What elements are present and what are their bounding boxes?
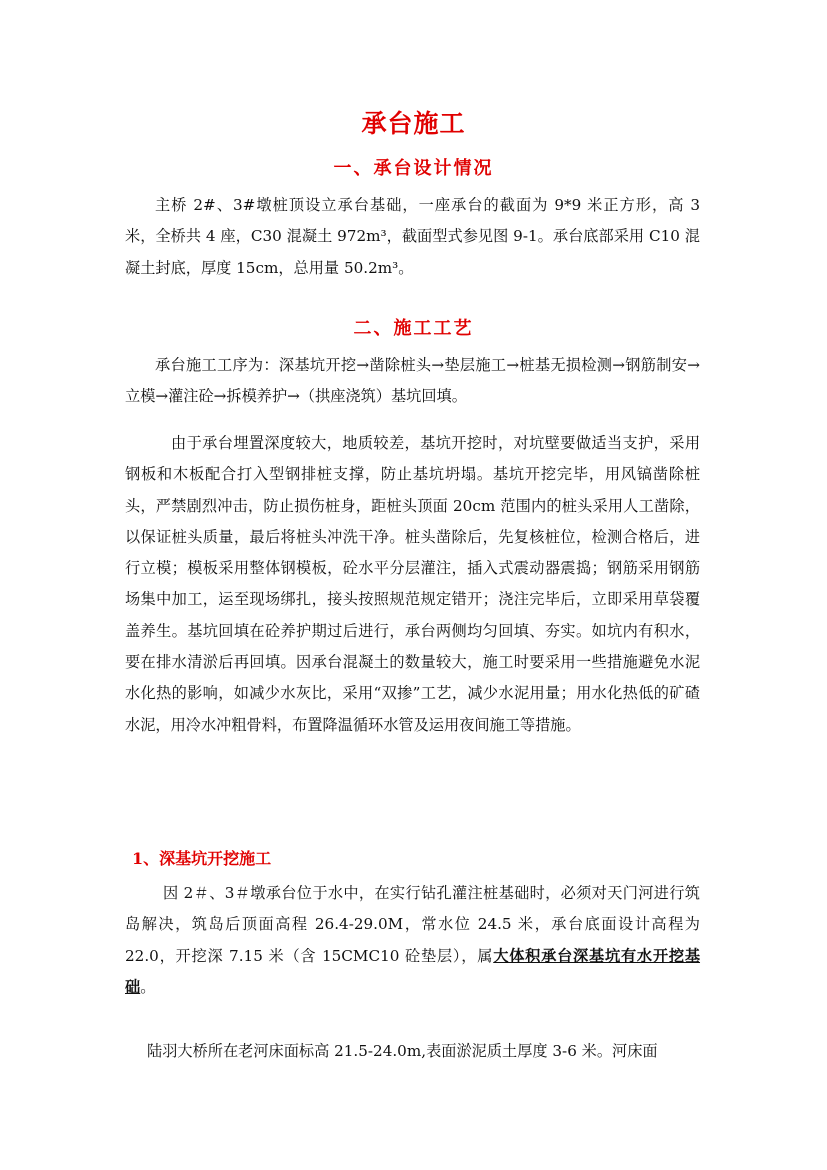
section-heading-process: 二、施工工艺 [353,318,474,339]
paragraph-excavation [125,878,700,1003]
underlined-emphasis: 大体积承台深基坑有水开挖基础 [125,946,701,996]
paragraph-method: 由于承台埋置深度较大，地质较差，基坑开挖时，对坑壁要做适当支护，采用钢板和木板配合打入型钢排桩支撑，防止基坑坍塌。基坑开挖完毕，用风镐凿除桩头，严禁剧烈冲击，防止损伤桩身，距桩头顶面 20cm 范围内的桩头采用人工凿除，以保证桩头质量，最后将桩头冲洗干净。桩头凿除后，先复核桩位，检测合格后，进行立模；模板采用整体钢模板，砼水平分层灌注，插入式震动器震捣；钢筋采用钢筋场集中加工，运至现场绑扎，接头按照规范规定错开；浇注完毕后，立即采用草袋覆盖养生。基坑回填在砼养护期过后进行，承台两侧均匀回填、夯实。如坑内有积水，要在排水清淤后再回填。因承台混凝土的数量较大，施工时要采用一些措施避免水泥水化热的影响，如减少水灰比，采用“双掺”工艺，减少水泥用量；用水化热低的矿碴水泥，用冷水冲粗骨料，布置降温循环水管及运用夜间施工等措施。 [125,434,700,734]
paragraph-riverbed: 陆羽大桥所在老河床面标高 21.5-24.0m,表面淤泥质土厚度 3-6 米。河床面 [147,1042,658,1060]
subsection-heading-excavation: 1、深基坑开挖施工 [132,849,272,868]
document-title: 承台施工 [361,109,466,138]
paragraph-excavation-end: 。 [140,977,156,996]
paragraph-design: 主桥 2#、3#墩桩顶设立承台基础，一座承台的截面为 9*9 米正方形，高 3 米，全桥共 4 座，C30 混凝土 972m³，截面型式参见图 9-1。承台底部采用 C10 混凝土封底，厚度 15cm，总用量 50.2m³。 [125,196,700,277]
paragraph-excavation-text: 因 2＃、3＃墩承台位于水中，在实行钻孔灌注桩基础时，必须对天门河进行筑岛解决，筑岛后顶面高程 26.4-29.0M，常水位 24.5 米，承台底面设计高程为 22.0，开挖深 7.15 米（含 15CMC10 砼垫层），属 [125,884,700,965]
section-heading-design: 一、承台设计情况 [333,158,494,179]
paragraph-procedure: 承台施工工序为：深基坑开挖→凿除桩头→垫层施工→桩基无损检测→钢筋制安→立模→灌注砼→拆模养护→（拱座浇筑）基坑回填。 [125,356,700,406]
